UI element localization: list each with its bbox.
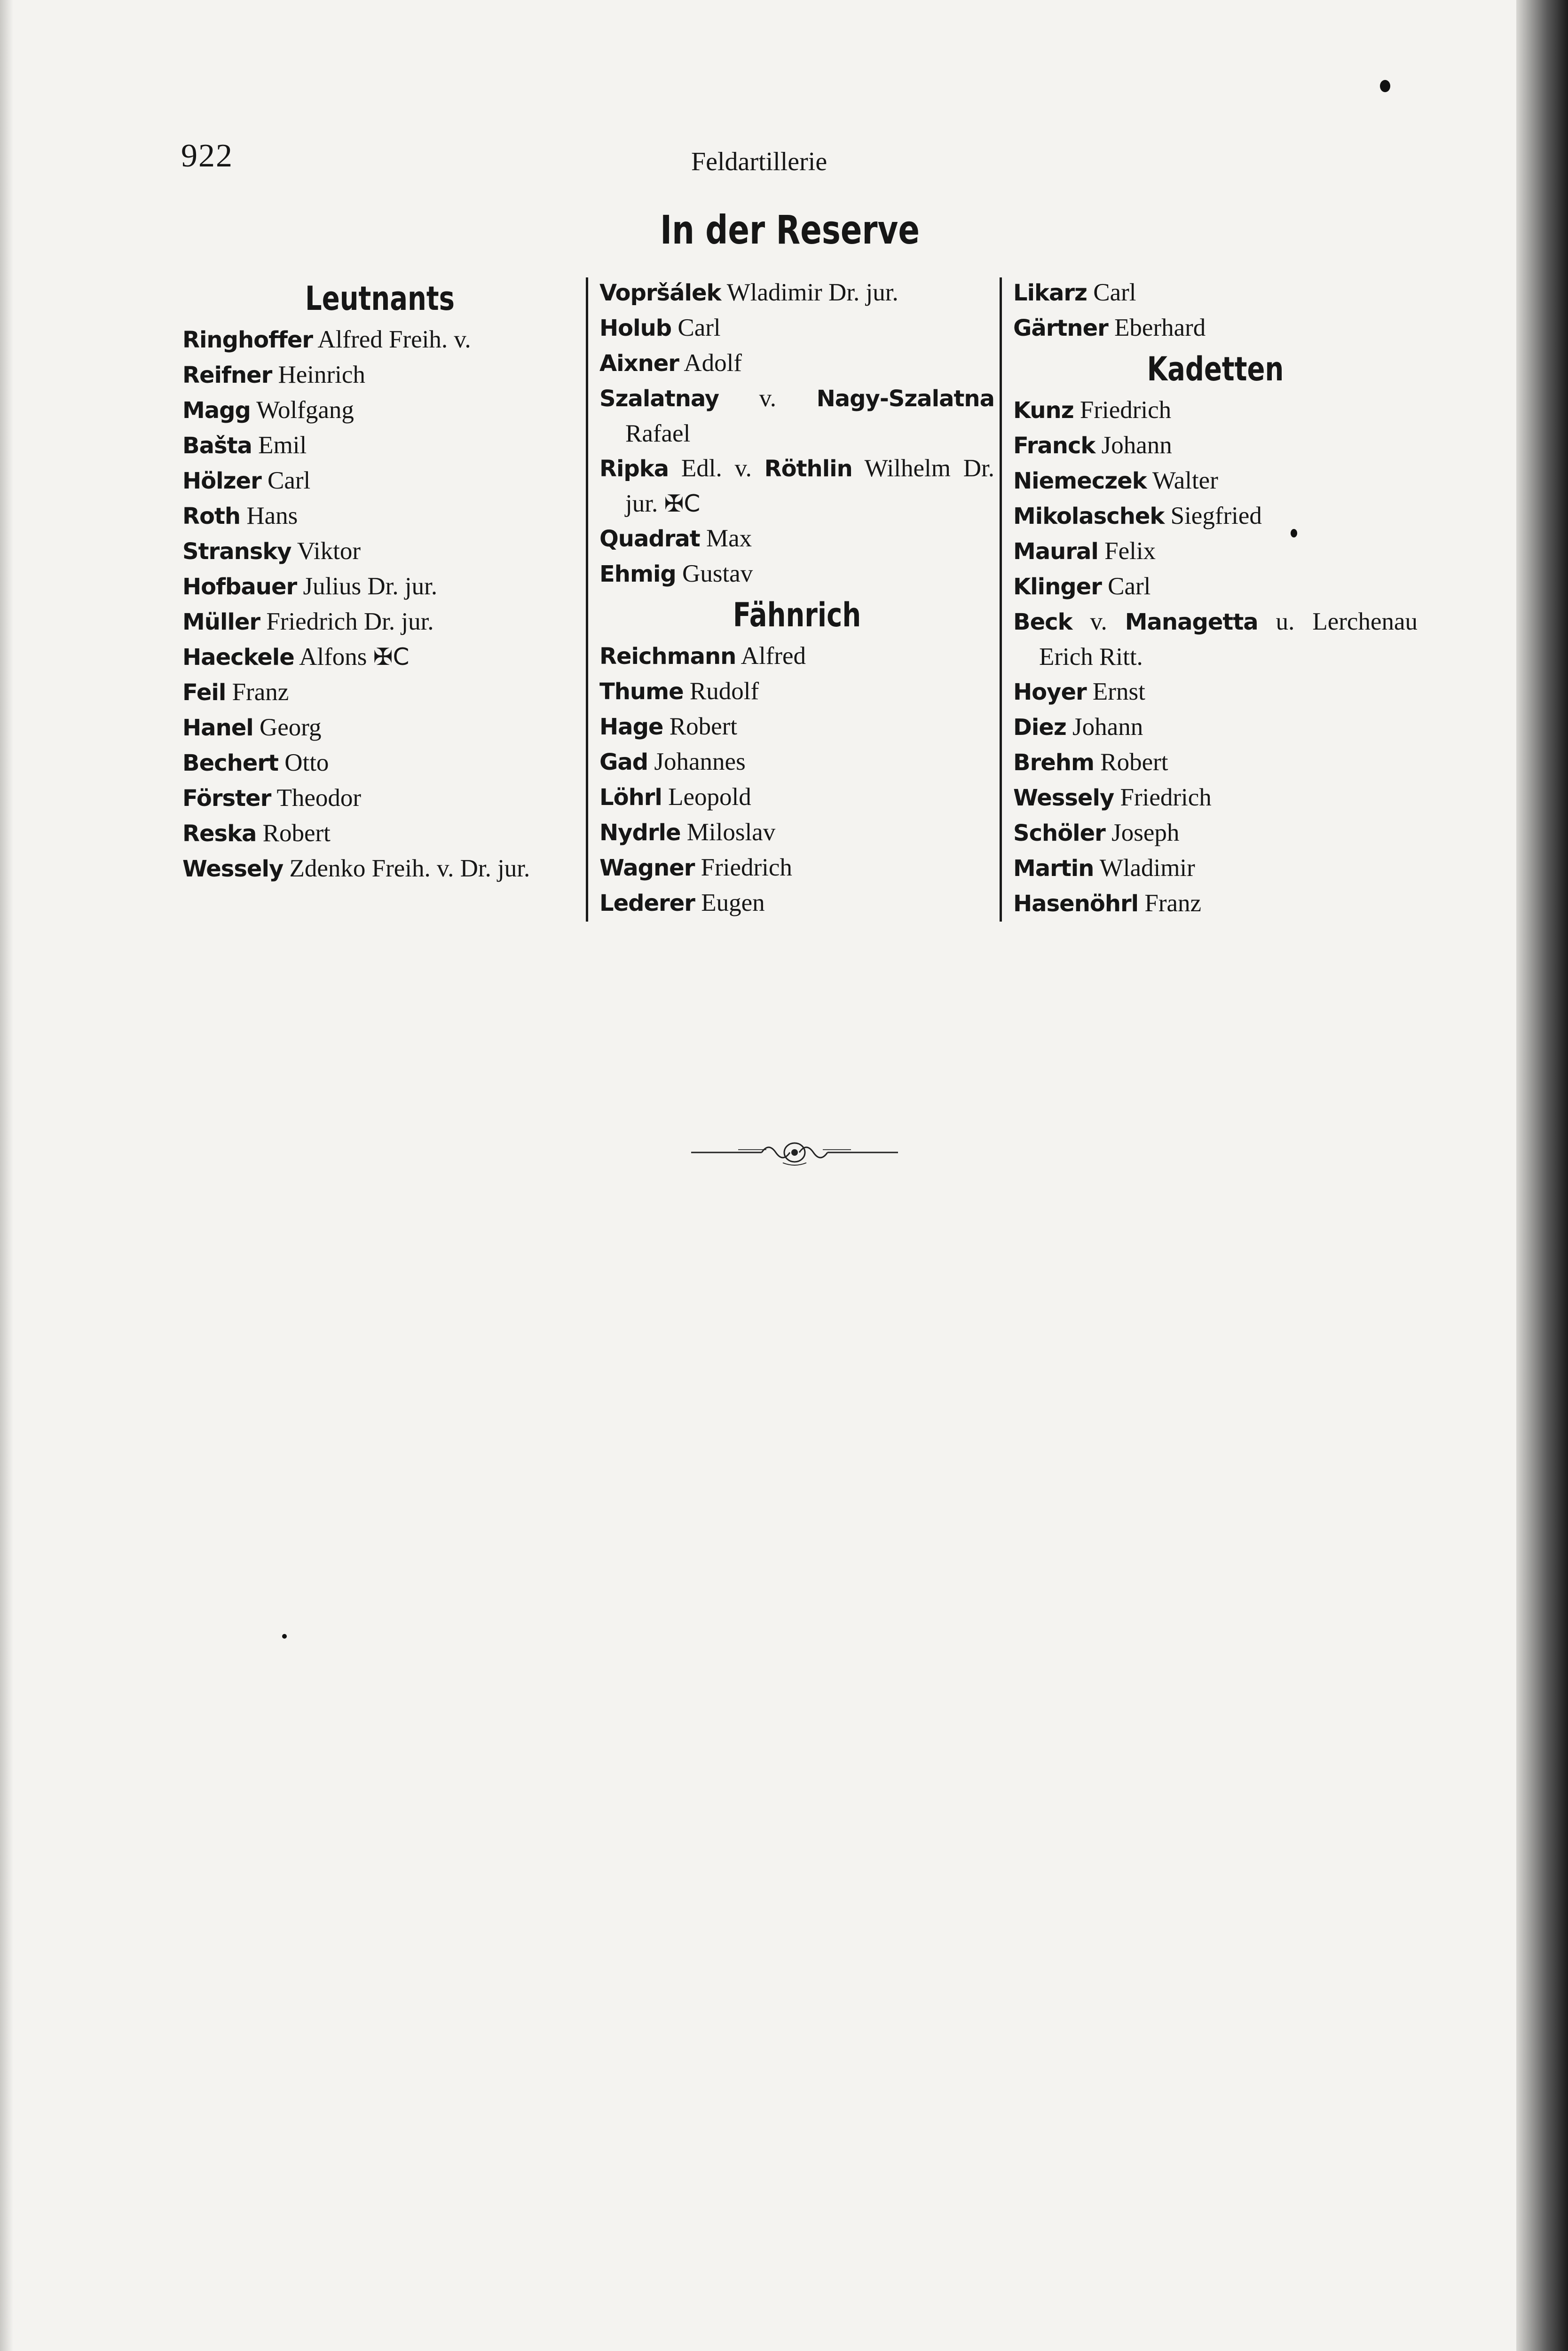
given-name: Eugen bbox=[694, 889, 765, 916]
column-heading: Leutnants bbox=[305, 279, 455, 318]
given-name: Johann bbox=[1095, 432, 1172, 459]
list-entry bbox=[182, 710, 577, 745]
list-entry bbox=[599, 709, 994, 744]
surname: Managetta bbox=[1125, 609, 1258, 635]
list-entry bbox=[1013, 851, 1418, 886]
surname: Hage bbox=[599, 714, 663, 740]
given-name: Ernst bbox=[1086, 678, 1145, 705]
list-entry bbox=[599, 381, 994, 451]
surname: Müller bbox=[182, 609, 260, 635]
list-entry bbox=[182, 569, 577, 604]
given-name: Felix bbox=[1098, 537, 1156, 565]
surname: Klinger bbox=[1013, 574, 1102, 600]
list-entry bbox=[182, 816, 577, 851]
list-entry bbox=[1013, 569, 1418, 604]
list-entry bbox=[182, 534, 577, 569]
surname: Brehm bbox=[1013, 749, 1094, 776]
ink-speck bbox=[1380, 80, 1390, 92]
given-name: Heinrich bbox=[272, 361, 365, 388]
given-name: Eberhard bbox=[1108, 314, 1206, 341]
column-heading: Kadetten bbox=[1147, 350, 1284, 388]
given-name: Adolf bbox=[678, 349, 742, 377]
given-name: Georg bbox=[253, 714, 322, 741]
list-entry bbox=[182, 322, 577, 357]
list-entry bbox=[1013, 310, 1418, 346]
given-name: Max bbox=[700, 525, 752, 552]
given-name: Gustav bbox=[676, 560, 753, 587]
surname: Hölzer bbox=[182, 468, 261, 494]
column-heading: Fähnrich bbox=[733, 596, 861, 634]
given-name: v. bbox=[719, 385, 817, 412]
surname: Aixner bbox=[599, 350, 679, 377]
surname: Röthlin bbox=[764, 456, 852, 482]
given-name: Wladimir Dr. jur. bbox=[721, 279, 898, 306]
list-entry bbox=[182, 604, 577, 639]
given-name: Robert bbox=[663, 713, 737, 740]
surname: Hanel bbox=[182, 715, 253, 741]
given-name: Joseph bbox=[1105, 819, 1180, 846]
surname: Holub bbox=[599, 315, 672, 341]
column-3 bbox=[1013, 275, 1418, 921]
list-entry bbox=[1013, 463, 1418, 498]
surname: Roth bbox=[182, 503, 241, 529]
list-entry bbox=[599, 451, 994, 521]
surname: Gärtner bbox=[1013, 315, 1108, 341]
list-entry bbox=[1013, 815, 1418, 851]
given-name: Emil bbox=[252, 432, 307, 459]
surname: Hasenöhrl bbox=[1013, 891, 1139, 917]
list-entry bbox=[182, 463, 577, 498]
list-entry bbox=[182, 498, 577, 534]
surname: Löhrl bbox=[599, 784, 662, 811]
surname: Kunz bbox=[1013, 397, 1074, 424]
list-entry bbox=[182, 393, 577, 428]
list-entry bbox=[599, 521, 994, 556]
given-name: Viktor bbox=[291, 537, 361, 565]
given-name: Carl bbox=[1087, 279, 1136, 306]
surname: Bašta bbox=[182, 433, 252, 459]
surname: Wessely bbox=[1013, 785, 1114, 811]
list-entry bbox=[599, 275, 994, 310]
list-entry bbox=[182, 675, 577, 710]
given-name: Robert bbox=[1094, 749, 1168, 776]
list-entry bbox=[182, 851, 577, 886]
list-entry bbox=[599, 346, 994, 381]
given-name: Rafael bbox=[625, 420, 691, 447]
given-name: Leopold bbox=[662, 783, 751, 811]
given-name: Miloslav bbox=[680, 819, 776, 846]
list-entry bbox=[1013, 393, 1418, 428]
page-number: 922 bbox=[181, 138, 233, 174]
surname: Ripka bbox=[599, 456, 669, 482]
section-title: In der Reserve bbox=[660, 207, 920, 253]
ink-speck bbox=[1291, 529, 1297, 537]
column-rule bbox=[586, 277, 588, 922]
page-shadow-left bbox=[0, 0, 13, 2351]
given-name: Franz bbox=[226, 678, 289, 706]
list-entry bbox=[1013, 780, 1418, 815]
given-name: Otto bbox=[278, 749, 329, 776]
list-entry bbox=[1013, 745, 1418, 780]
given-name: Alfred Freih. v. bbox=[313, 326, 471, 353]
surname: Bechert bbox=[182, 750, 278, 776]
given-name: Friedrich Dr. jur. bbox=[260, 608, 434, 635]
list-entry bbox=[182, 781, 577, 816]
surname: Diez bbox=[1013, 714, 1066, 741]
surname: Hofbauer bbox=[182, 574, 297, 600]
given-name: Wolfgang bbox=[250, 396, 354, 424]
given-name: Alfons bbox=[294, 643, 367, 671]
surname: Ringhoffer bbox=[182, 327, 313, 353]
list-entry bbox=[1013, 428, 1418, 463]
surname: Wagner bbox=[599, 855, 695, 881]
given-name: Robert bbox=[256, 820, 331, 847]
given-name: Wilhelm Dr. jur. bbox=[625, 455, 994, 517]
given-name: Walter bbox=[1146, 467, 1218, 494]
list-entry bbox=[1013, 275, 1418, 310]
surname: Wessely bbox=[182, 856, 284, 882]
surname: Reifner bbox=[182, 362, 272, 388]
surname: Lederer bbox=[599, 890, 695, 916]
given-name: Johannes bbox=[648, 748, 746, 775]
column-2 bbox=[599, 275, 994, 921]
given-name: Rudolf bbox=[683, 678, 759, 705]
surname: Nagy-Szalatna bbox=[816, 386, 994, 412]
list-entry bbox=[599, 744, 994, 780]
list-entry bbox=[1013, 498, 1418, 534]
list-entry bbox=[599, 674, 994, 709]
given-name: Johann bbox=[1066, 713, 1143, 741]
given-name: Zdenko Freih. v. Dr. jur. bbox=[283, 855, 530, 882]
surname: Martin bbox=[1013, 855, 1094, 882]
given-name: Hans bbox=[240, 502, 298, 529]
given-name: Carl bbox=[261, 467, 311, 494]
ink-speck bbox=[282, 1634, 287, 1639]
surname: Franck bbox=[1013, 433, 1095, 459]
given-name: Theodor bbox=[271, 784, 362, 812]
surname: Gad bbox=[599, 749, 648, 775]
list-entry bbox=[182, 428, 577, 463]
list-entry bbox=[182, 357, 577, 393]
given-name: Siegfried bbox=[1164, 502, 1262, 529]
surname: Beck bbox=[1013, 609, 1072, 635]
list-entry bbox=[599, 815, 994, 850]
given-name: Franz bbox=[1138, 890, 1202, 917]
surname: Reichmann bbox=[599, 643, 736, 670]
column-rule bbox=[1000, 277, 1002, 922]
surname: Quadrat bbox=[599, 526, 700, 552]
scroll-ornament-icon bbox=[691, 1136, 898, 1168]
surname: Schöler bbox=[1013, 820, 1105, 846]
given-name: Friedrich bbox=[1114, 784, 1212, 811]
given-name: Carl bbox=[671, 314, 721, 341]
surname: Feil bbox=[182, 679, 226, 706]
surname: Mikolaschek bbox=[1013, 503, 1165, 529]
surname: Förster bbox=[182, 785, 271, 812]
surname: Stransky bbox=[182, 538, 292, 565]
surname: Reska bbox=[182, 820, 257, 847]
given-name: Friedrich bbox=[694, 854, 792, 881]
given-name: Wladimir bbox=[1094, 854, 1195, 882]
surname: Thume bbox=[599, 678, 684, 705]
list-entry bbox=[182, 745, 577, 781]
given-name: Julius Dr. jur. bbox=[297, 573, 438, 600]
list-entry bbox=[1013, 604, 1418, 674]
surname: Nydrle bbox=[599, 820, 681, 846]
cross-pattee-icon: ✠C bbox=[664, 490, 701, 517]
list-entry bbox=[599, 885, 994, 921]
list-entry bbox=[1013, 674, 1418, 710]
surname: Likarz bbox=[1013, 280, 1087, 306]
list-entry bbox=[1013, 534, 1418, 569]
given-name: u. Lerchenau Erich Ritt. bbox=[1039, 608, 1418, 671]
list-entry bbox=[182, 639, 577, 675]
list-entry bbox=[599, 310, 994, 346]
list-entry bbox=[599, 780, 994, 815]
running-head: Feldartillerie bbox=[691, 147, 827, 176]
surname: Maural bbox=[1013, 538, 1098, 565]
surname: Niemeczek bbox=[1013, 468, 1147, 494]
list-entry bbox=[1013, 710, 1418, 745]
surname: Szalatnay bbox=[599, 386, 719, 412]
column-1 bbox=[182, 275, 577, 886]
given-name: Friedrich bbox=[1073, 396, 1172, 424]
page-shadow-right bbox=[1516, 0, 1568, 2351]
list-entry bbox=[599, 850, 994, 885]
surname: Ehmig bbox=[599, 561, 676, 587]
list-entry bbox=[599, 639, 994, 674]
cross-pattee-icon: ✠C bbox=[373, 643, 410, 671]
given-name: v. bbox=[1072, 608, 1125, 635]
list-entry bbox=[1013, 886, 1418, 921]
surname: Haeckele bbox=[182, 644, 294, 671]
surname: Magg bbox=[182, 397, 251, 424]
surname: Vopršálek bbox=[599, 280, 721, 306]
given-name: Carl bbox=[1101, 573, 1151, 600]
surname: Hoyer bbox=[1013, 679, 1087, 705]
given-name: Alfred bbox=[736, 642, 806, 670]
given-name: Edl. v. bbox=[669, 455, 764, 482]
list-entry bbox=[599, 556, 994, 592]
